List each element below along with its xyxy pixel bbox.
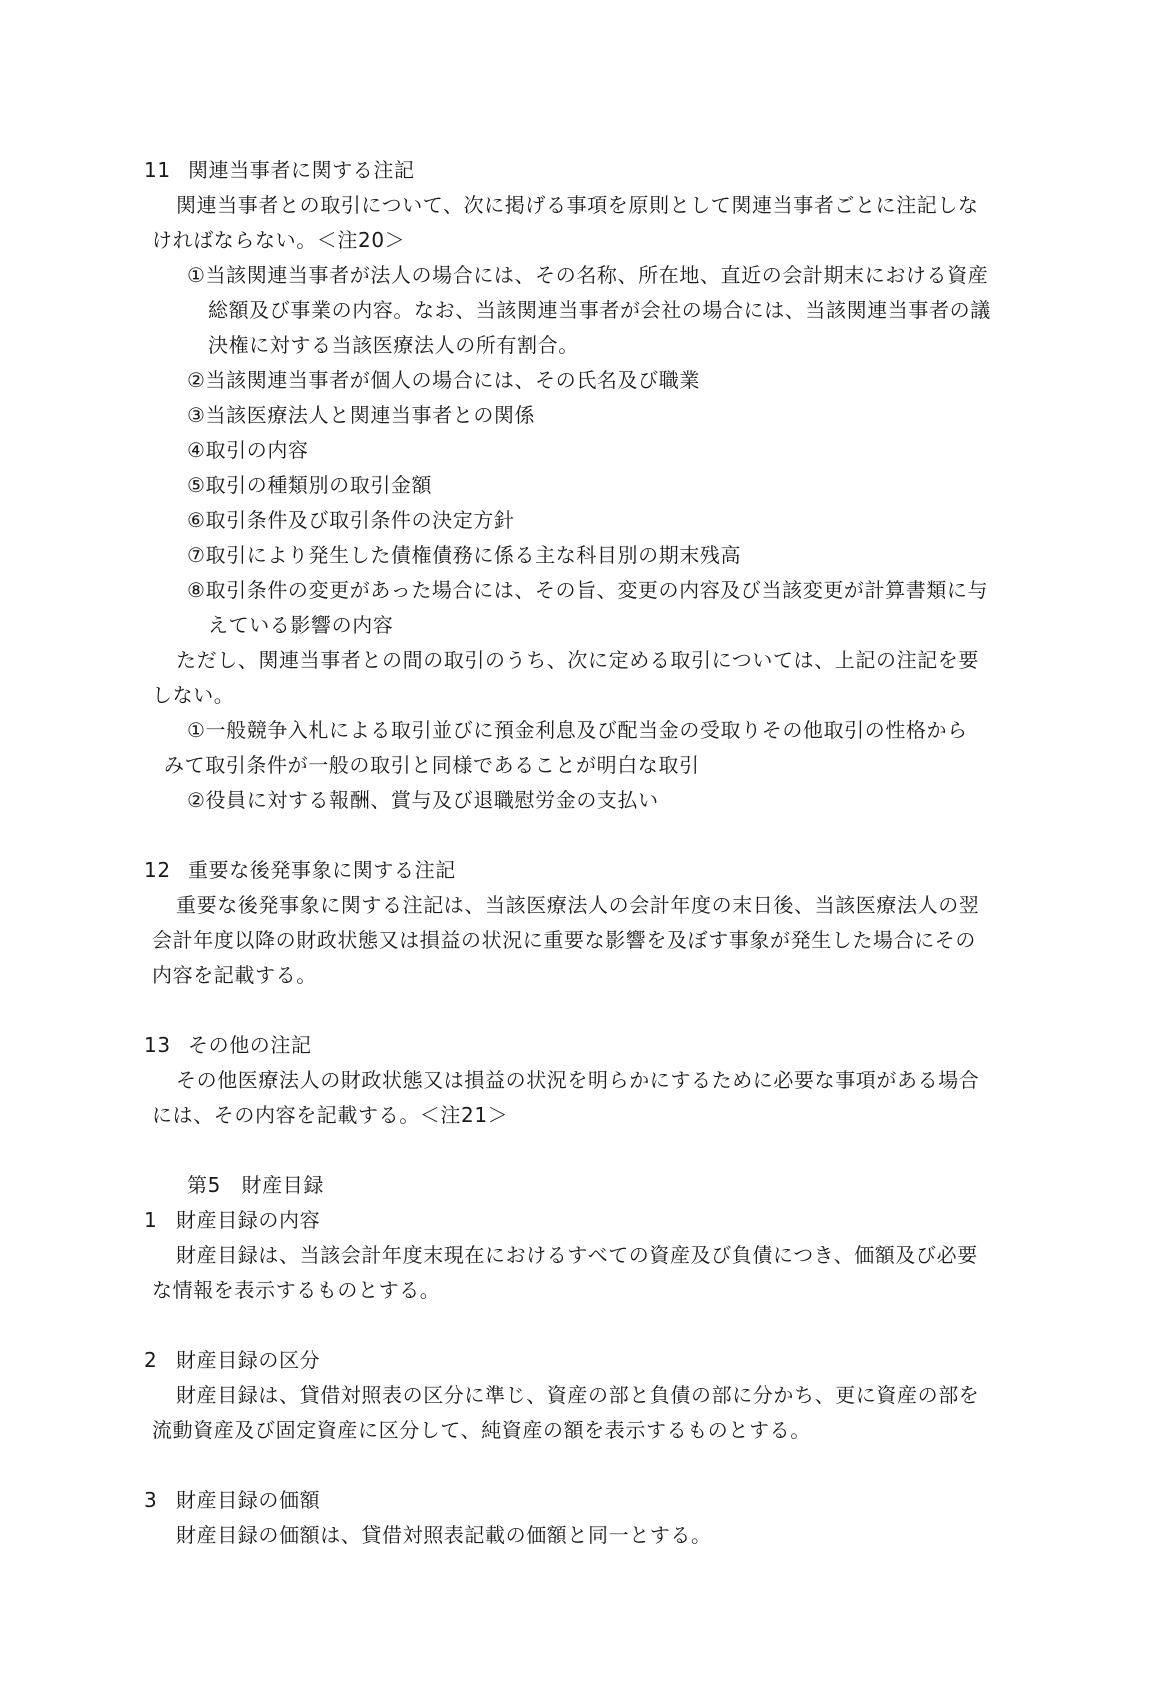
paragraph-line: ければならない。＜注20＞ xyxy=(152,228,406,252)
list-item: ②当該関連当事者が個人の場合には、その氏名及び職業 xyxy=(187,368,700,392)
paragraph-line: 流動資産及び固定資産に区分して、純資産の額を表示するものとする。 xyxy=(152,1418,811,1442)
section-number: 2 xyxy=(144,1348,158,1372)
section-title: 財産目録の区分 xyxy=(176,1348,321,1372)
paragraph-line: 関連当事者との取引について、次に掲げる事項を原則として関連当事者ごとに注記しな xyxy=(176,193,979,217)
paragraph-line: ただし、関連当事者との間の取引のうち、次に定める取引については、上記の注記を要 xyxy=(176,648,979,672)
paragraph-line: 財産目録の価額は、貸借対照表記載の価額と同一とする。 xyxy=(176,1523,712,1547)
paragraph-line: その他医療法人の財政状態又は損益の状況を明らかにするために必要な事項がある場合 xyxy=(176,1068,980,1092)
list-item: ③当該医療法人と関連当事者との関係 xyxy=(187,403,536,427)
list-item-continuation: えている影響の内容 xyxy=(208,613,394,637)
paragraph-line: 内容を記載する。 xyxy=(152,963,317,987)
section-title: 重要な後発事象に関する注記 xyxy=(188,858,456,882)
section-13-heading xyxy=(144,1032,312,1058)
section-title: その他の注記 xyxy=(188,1033,312,1057)
list-item-continuation: 総額及び事業の内容。なお、当該関連当事者が会社の場合には、当該関連当事者の議 xyxy=(208,298,991,322)
subsection-3-heading xyxy=(144,1487,320,1513)
paragraph-line: 会計年度以降の財政状態又は損益の状況に重要な影響を及ぼす事象が発生した場合にその xyxy=(152,928,976,952)
section-11-heading xyxy=(144,157,415,183)
paragraph-line: 財産目録は、貸借対照表の区分に準じ、資産の部と負債の部に分かち、更に資産の部を xyxy=(176,1383,980,1407)
section-12-heading xyxy=(144,857,456,883)
section-number: 3 xyxy=(144,1488,158,1512)
part-5-heading: 第5 財産目録 xyxy=(187,1173,324,1197)
section-number: 12 xyxy=(144,858,171,882)
list-item: ⑥取引条件及び取引条件の決定方針 xyxy=(187,508,515,532)
section-title: 財産目録の内容 xyxy=(176,1208,321,1232)
section-number: 1 xyxy=(144,1208,158,1232)
exception-item: ①一般競争入札による取引並びに預金利息及び配当金の受取りその他取引の性格から xyxy=(187,718,968,742)
subsection-1-heading xyxy=(144,1207,320,1233)
exception-item: ②役員に対する報酬、賞与及び退職慰労金の支払い xyxy=(187,788,659,812)
subsection-2-heading xyxy=(144,1347,320,1373)
paragraph-line: 重要な後発事象に関する注記は、当該医療法人の会計年度の末日後、当該医療法人の翌 xyxy=(176,893,980,917)
section-title: 財産目録の価額 xyxy=(176,1488,321,1512)
section-number: 13 xyxy=(144,1033,171,1057)
exception-item-continuation: みて取引条件が一般の取引と同様であることが明白な取引 xyxy=(164,753,700,777)
section-number: 11 xyxy=(144,158,171,182)
paragraph-line: には、その内容を記載する。＜注21＞ xyxy=(152,1103,509,1127)
paragraph-line: 財産目録は、当該会計年度末現在におけるすべての資産及び負債につき、価額及び必要 xyxy=(176,1243,978,1267)
list-item: ⑦取引により発生した債権債務に係る主な科目別の期末残高 xyxy=(187,543,742,567)
list-item: ④取引の内容 xyxy=(187,438,309,462)
list-item: ⑧取引条件の変更があった場合には、その旨、変更の内容及び当該変更が計算書類に与 xyxy=(187,578,989,602)
list-item-continuation: 決権に対する当該医療法人の所有割合。 xyxy=(208,333,579,357)
section-title: 関連当事者に関する注記 xyxy=(188,158,415,182)
paragraph-line: な情報を表示するものとする。 xyxy=(152,1278,441,1302)
paragraph-line: しない。 xyxy=(152,683,235,707)
list-item: ①当該関連当事者が法人の場合には、その名称、所在地、直近の会計期末における資産 xyxy=(187,263,989,287)
list-item: ⑤取引の種類別の取引金額 xyxy=(187,473,433,497)
